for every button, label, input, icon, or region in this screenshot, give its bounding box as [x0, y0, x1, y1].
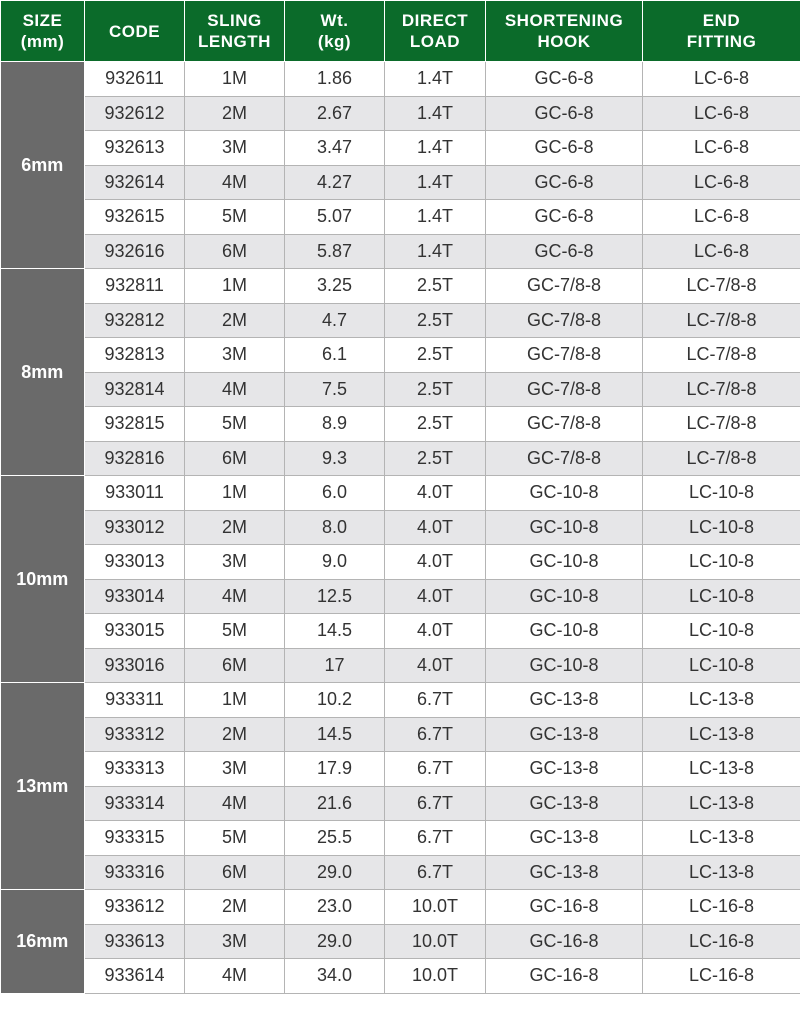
direct-load-cell: 2.5T — [385, 269, 486, 304]
direct-load-cell: 1.4T — [385, 131, 486, 166]
shortening-hook-cell: GC-10-8 — [486, 510, 643, 545]
shortening-hook-cell: GC-16-8 — [486, 924, 643, 959]
header-end-fitting: END FITTING — [643, 1, 800, 62]
weight-cell: 25.5 — [285, 821, 385, 856]
size-group-cell: 16mm — [1, 890, 85, 994]
code-cell: 933312 — [85, 717, 185, 752]
direct-load-cell: 6.7T — [385, 683, 486, 718]
code-cell: 933015 — [85, 614, 185, 649]
shortening-hook-cell: GC-6-8 — [486, 131, 643, 166]
end-fitting-cell: LC-10-8 — [643, 510, 800, 545]
direct-load-cell: 4.0T — [385, 614, 486, 649]
table-row — [1, 303, 800, 338]
shortening-hook-cell: GC-6-8 — [486, 165, 643, 200]
shortening-hook-cell: GC-10-8 — [486, 476, 643, 511]
code-cell: 932811 — [85, 269, 185, 304]
shortening-hook-cell: GC-6-8 — [486, 62, 643, 97]
header-code: CODE — [85, 1, 185, 62]
sling-length-cell: 6M — [185, 234, 285, 269]
table-header — [1, 1, 800, 62]
shortening-hook-cell: GC-13-8 — [486, 821, 643, 856]
weight-cell: 8.9 — [285, 407, 385, 442]
weight-cell: 12.5 — [285, 579, 385, 614]
end-fitting-cell: LC-10-8 — [643, 545, 800, 580]
sling-length-cell: 6M — [185, 441, 285, 476]
table-row — [1, 200, 800, 235]
end-fitting-cell: LC-16-8 — [643, 924, 800, 959]
code-cell: 932616 — [85, 234, 185, 269]
table-row — [1, 924, 800, 959]
header-weight: Wt. (kg) — [285, 1, 385, 62]
weight-cell: 8.0 — [285, 510, 385, 545]
weight-cell: 21.6 — [285, 786, 385, 821]
end-fitting-cell: LC-13-8 — [643, 717, 800, 752]
size-group-cell: 8mm — [1, 269, 85, 476]
shortening-hook-cell: GC-10-8 — [486, 614, 643, 649]
direct-load-cell: 1.4T — [385, 200, 486, 235]
end-fitting-cell: LC-10-8 — [643, 614, 800, 649]
weight-cell: 9.3 — [285, 441, 385, 476]
table-row — [1, 338, 800, 373]
weight-cell: 7.5 — [285, 372, 385, 407]
sling-length-cell: 6M — [185, 855, 285, 890]
code-cell: 933016 — [85, 648, 185, 683]
weight-cell: 17 — [285, 648, 385, 683]
sling-length-cell: 3M — [185, 338, 285, 373]
direct-load-cell: 6.7T — [385, 821, 486, 856]
sling-length-cell: 3M — [185, 131, 285, 166]
table-row — [1, 165, 800, 200]
header-shortening-hook: SHORTENING HOOK — [486, 1, 643, 62]
table-row — [1, 234, 800, 269]
end-fitting-cell: LC-6-8 — [643, 165, 800, 200]
sling-length-cell: 2M — [185, 303, 285, 338]
table-row — [1, 510, 800, 545]
size-group-cell: 6mm — [1, 62, 85, 269]
code-cell: 933612 — [85, 890, 185, 925]
shortening-hook-cell: GC-16-8 — [486, 959, 643, 994]
end-fitting-cell: LC-6-8 — [643, 62, 800, 97]
direct-load-cell: 4.0T — [385, 579, 486, 614]
weight-cell: 2.67 — [285, 96, 385, 131]
direct-load-cell: 4.0T — [385, 476, 486, 511]
shortening-hook-cell: GC-7/8-8 — [486, 269, 643, 304]
weight-cell: 6.1 — [285, 338, 385, 373]
table-row — [1, 614, 800, 649]
table-row — [1, 476, 800, 511]
shortening-hook-cell: GC-7/8-8 — [486, 303, 643, 338]
end-fitting-cell: LC-7/8-8 — [643, 303, 800, 338]
table-row — [1, 62, 800, 97]
shortening-hook-cell: GC-10-8 — [486, 545, 643, 580]
table-row — [1, 855, 800, 890]
table-row — [1, 717, 800, 752]
shortening-hook-cell: GC-6-8 — [486, 200, 643, 235]
end-fitting-cell: LC-13-8 — [643, 821, 800, 856]
sling-length-cell: 5M — [185, 407, 285, 442]
table-row — [1, 752, 800, 787]
shortening-hook-cell: GC-6-8 — [486, 234, 643, 269]
end-fitting-cell: LC-16-8 — [643, 959, 800, 994]
code-cell: 932611 — [85, 62, 185, 97]
end-fitting-cell: LC-13-8 — [643, 786, 800, 821]
code-cell: 932813 — [85, 338, 185, 373]
sling-length-cell: 5M — [185, 821, 285, 856]
weight-cell: 4.27 — [285, 165, 385, 200]
shortening-hook-cell: GC-6-8 — [486, 96, 643, 131]
direct-load-cell: 4.0T — [385, 510, 486, 545]
sling-length-cell: 1M — [185, 62, 285, 97]
sling-length-cell: 2M — [185, 717, 285, 752]
shortening-hook-cell: GC-13-8 — [486, 752, 643, 787]
end-fitting-cell: LC-6-8 — [643, 131, 800, 166]
code-cell: 932613 — [85, 131, 185, 166]
header-row — [1, 1, 800, 62]
weight-cell: 29.0 — [285, 924, 385, 959]
weight-cell: 1.86 — [285, 62, 385, 97]
table-row — [1, 890, 800, 925]
end-fitting-cell: LC-16-8 — [643, 890, 800, 925]
sling-length-cell: 1M — [185, 476, 285, 511]
direct-load-cell: 2.5T — [385, 407, 486, 442]
end-fitting-cell: LC-10-8 — [643, 648, 800, 683]
shortening-hook-cell: GC-7/8-8 — [486, 407, 643, 442]
table-row — [1, 545, 800, 580]
code-cell: 932812 — [85, 303, 185, 338]
sling-length-cell: 3M — [185, 752, 285, 787]
code-cell: 932815 — [85, 407, 185, 442]
table-row — [1, 269, 800, 304]
sling-length-cell: 4M — [185, 786, 285, 821]
code-cell: 932612 — [85, 96, 185, 131]
shortening-hook-cell: GC-13-8 — [486, 717, 643, 752]
shortening-hook-cell: GC-13-8 — [486, 786, 643, 821]
weight-cell: 9.0 — [285, 545, 385, 580]
shortening-hook-cell: GC-10-8 — [486, 648, 643, 683]
direct-load-cell: 6.7T — [385, 855, 486, 890]
end-fitting-cell: LC-7/8-8 — [643, 269, 800, 304]
code-cell: 933012 — [85, 510, 185, 545]
end-fitting-cell: LC-7/8-8 — [643, 441, 800, 476]
code-cell: 933313 — [85, 752, 185, 787]
end-fitting-cell: LC-10-8 — [643, 579, 800, 614]
shortening-hook-cell: GC-16-8 — [486, 890, 643, 925]
code-cell: 932614 — [85, 165, 185, 200]
sling-length-cell: 1M — [185, 683, 285, 718]
direct-load-cell: 10.0T — [385, 959, 486, 994]
direct-load-cell: 1.4T — [385, 96, 486, 131]
weight-cell: 5.07 — [285, 200, 385, 235]
table-body — [1, 62, 800, 994]
code-cell: 933011 — [85, 476, 185, 511]
table-row — [1, 441, 800, 476]
end-fitting-cell: LC-6-8 — [643, 200, 800, 235]
weight-cell: 34.0 — [285, 959, 385, 994]
header-size: SIZE (mm) — [1, 1, 85, 62]
table-row — [1, 131, 800, 166]
code-cell: 933014 — [85, 579, 185, 614]
direct-load-cell: 6.7T — [385, 786, 486, 821]
code-cell: 933013 — [85, 545, 185, 580]
end-fitting-cell: LC-7/8-8 — [643, 372, 800, 407]
direct-load-cell: 1.4T — [385, 234, 486, 269]
direct-load-cell: 1.4T — [385, 165, 486, 200]
header-sling-length: SLING LENGTH — [185, 1, 285, 62]
direct-load-cell: 2.5T — [385, 372, 486, 407]
table-row — [1, 372, 800, 407]
sling-length-cell: 4M — [185, 579, 285, 614]
weight-cell: 6.0 — [285, 476, 385, 511]
shortening-hook-cell: GC-7/8-8 — [486, 338, 643, 373]
end-fitting-cell: LC-13-8 — [643, 752, 800, 787]
weight-cell: 17.9 — [285, 752, 385, 787]
direct-load-cell: 2.5T — [385, 338, 486, 373]
table-row — [1, 407, 800, 442]
size-group-cell: 13mm — [1, 683, 85, 890]
end-fitting-cell: LC-7/8-8 — [643, 407, 800, 442]
weight-cell: 3.25 — [285, 269, 385, 304]
direct-load-cell: 1.4T — [385, 62, 486, 97]
end-fitting-cell: LC-6-8 — [643, 234, 800, 269]
sling-length-cell: 4M — [185, 959, 285, 994]
header-direct-load: DIRECT LOAD — [385, 1, 486, 62]
shortening-hook-cell: GC-13-8 — [486, 683, 643, 718]
table-row — [1, 648, 800, 683]
end-fitting-cell: LC-10-8 — [643, 476, 800, 511]
table-row — [1, 959, 800, 994]
direct-load-cell: 4.0T — [385, 545, 486, 580]
weight-cell: 10.2 — [285, 683, 385, 718]
weight-cell: 3.47 — [285, 131, 385, 166]
shortening-hook-cell: GC-10-8 — [486, 579, 643, 614]
code-cell: 933311 — [85, 683, 185, 718]
direct-load-cell: 6.7T — [385, 752, 486, 787]
table-row — [1, 683, 800, 718]
sling-length-cell: 2M — [185, 510, 285, 545]
direct-load-cell: 10.0T — [385, 890, 486, 925]
weight-cell: 5.87 — [285, 234, 385, 269]
table-row — [1, 786, 800, 821]
direct-load-cell: 4.0T — [385, 648, 486, 683]
code-cell: 933613 — [85, 924, 185, 959]
sling-length-cell: 5M — [185, 614, 285, 649]
direct-load-cell: 2.5T — [385, 441, 486, 476]
sling-length-cell: 4M — [185, 372, 285, 407]
sling-length-cell: 1M — [185, 269, 285, 304]
sling-length-cell: 6M — [185, 648, 285, 683]
weight-cell: 29.0 — [285, 855, 385, 890]
shortening-hook-cell: GC-7/8-8 — [486, 441, 643, 476]
direct-load-cell: 2.5T — [385, 303, 486, 338]
sling-length-cell: 4M — [185, 165, 285, 200]
shortening-hook-cell: GC-7/8-8 — [486, 372, 643, 407]
direct-load-cell: 6.7T — [385, 717, 486, 752]
sling-length-cell: 5M — [185, 200, 285, 235]
code-cell: 932814 — [85, 372, 185, 407]
end-fitting-cell: LC-13-8 — [643, 855, 800, 890]
end-fitting-cell: LC-7/8-8 — [643, 338, 800, 373]
table-row — [1, 96, 800, 131]
code-cell: 932816 — [85, 441, 185, 476]
sling-length-cell: 2M — [185, 890, 285, 925]
code-cell: 933315 — [85, 821, 185, 856]
code-cell: 933316 — [85, 855, 185, 890]
sling-length-cell: 3M — [185, 924, 285, 959]
weight-cell: 14.5 — [285, 717, 385, 752]
table-row — [1, 821, 800, 856]
weight-cell: 14.5 — [285, 614, 385, 649]
code-cell: 933314 — [85, 786, 185, 821]
sling-length-cell: 3M — [185, 545, 285, 580]
size-group-cell: 10mm — [1, 476, 85, 683]
weight-cell: 23.0 — [285, 890, 385, 925]
end-fitting-cell: LC-6-8 — [643, 96, 800, 131]
sling-length-cell: 2M — [185, 96, 285, 131]
weight-cell: 4.7 — [285, 303, 385, 338]
code-cell: 933614 — [85, 959, 185, 994]
shortening-hook-cell: GC-13-8 — [486, 855, 643, 890]
end-fitting-cell: LC-13-8 — [643, 683, 800, 718]
table-row — [1, 579, 800, 614]
code-cell: 932615 — [85, 200, 185, 235]
direct-load-cell: 10.0T — [385, 924, 486, 959]
